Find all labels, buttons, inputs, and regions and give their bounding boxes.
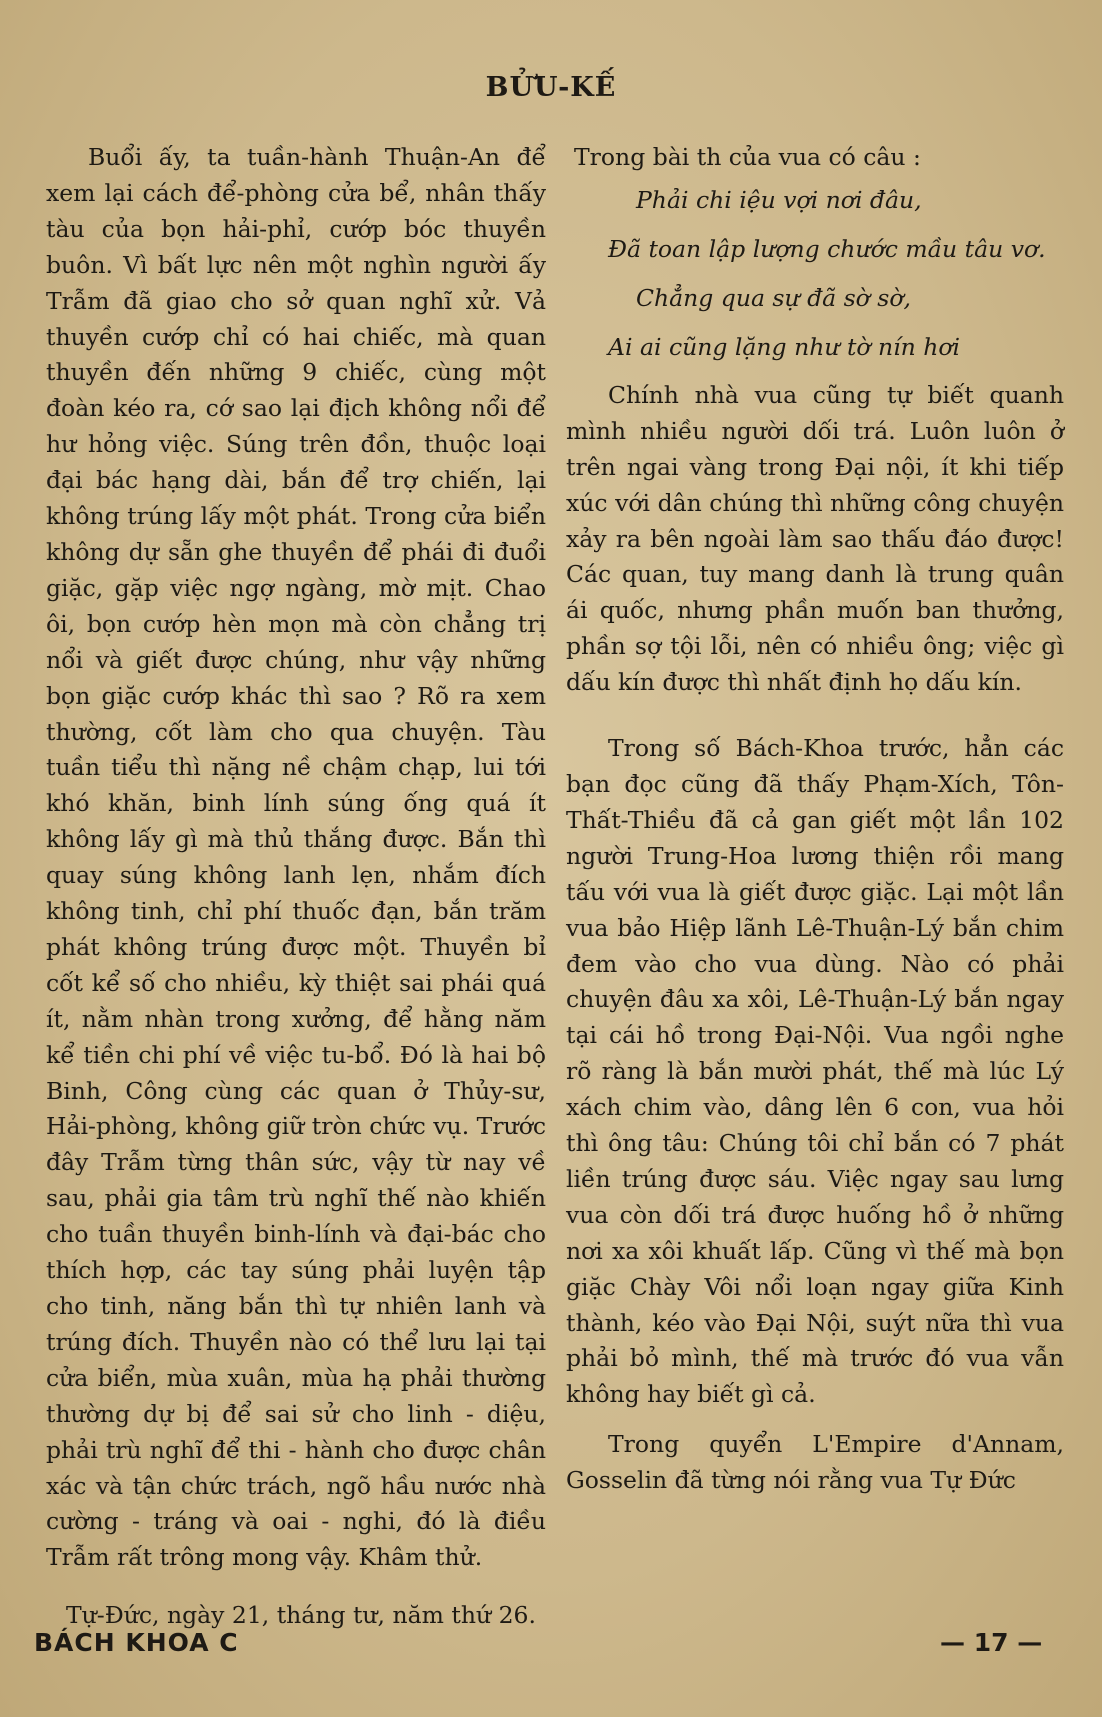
paragraph-3: Trong quyển L'Empire d'Annam, Gosselin đã từng nói rằng vua Tự Đức [566,1430,1064,1495]
page-title: BỬU-KẾ [485,72,617,103]
paragraph-2: Trong số Bách-Khoa trước, hẳn các bạn đọc cũng đã thấy Phạm-Xích, Tôn-Thất-Thiều đã cả gan giết một lần 102 người Trung-Hoa lương thiện rồi mang tấu với vua là giết được giặc. Lại một lần vua bảo Hiệp lãnh Lê-Thuận-Lý bắn chim đem vào cho vua dùng. Nào có phải chuyện đâu xa xôi, Lê-Thuận-Lý bắn ngay tại cái hồ trong Đại-Nội. Vua ngồi nghe rõ ràng là bắn mười phát, thế mà lúc Lý xách chim vào, dâng lên 6 con, vua hỏi thì ông tâu: Chúng tôi chỉ bắn có 7 phát liền trúng được sáu. Việc ngay sau lưng vua còn dối trá được huống hồ ở những nơi xa xôi khuất lấp. Cũng vì thế mà bọn giặc Chày Vôi nổi loạn ngay giữa Kinh thành, kéo vào Đại Nội, suýt nữa thì vua phải bỏ mình, thế mà trước đó vua vẫn không hay biết gì cả. [566,734,1064,1409]
poem-line: Chẳng qua sự đã sờ sờ, [636,283,911,312]
poem-line: Đã toan lập lượng chước mầu tâu vơ. [608,234,1046,263]
left-column [46,140,546,1634]
page-number: — 17 — [940,1628,1043,1657]
publication-name: BÁCH KHOA C [34,1628,239,1657]
poem-line: Phải chi iệu vợi nơi đâu, [636,185,922,214]
poem-intro: Trong bài th của vua có câu : [574,143,921,171]
decree-signature: Tự-Đức, ngày 21, tháng tư, năm thứ 26. [66,1601,536,1630]
decree-paragraph: Buổi ấy, ta tuần-hành Thuận-An để xem lại cách để-phòng cửa bể, nhân thấy tàu của bọn hải-phỉ, cướp bóc thuyền buôn. Vì bất lực nên một nghìn người ấy Trẫm đã giao cho sở quan nghĩ xử. Vả thuyền cướp chỉ có hai chiếc, mà quan thuyền đến những 9 chiếc, cùng một đoàn kéo ra, cớ sao lại địch không nổi để hư hỏng việc. Súng trên đồn, thuộc loại đại bác hạng dài, bắn để trợ chiến, lại không trúng lấy một phát. Trong cửa biển không dự sẵn ghe thuyền để phái đi đuổi giặc, gặp việc ngợ ngàng, mờ mịt. Chao ôi, bọn cướp hèn mọn mà còn chẳng trị nổi và giết được chúng, như vậy những bọn giặc cướp khác thì sao ? Rõ ra xem thường, cốt làm cho qua chuyện. Tàu tuần tiểu thì nặng nề chậm chạp, lui tới khó khăn, binh lính súng ống quá ít không lấy gì mà thủ thắng được. Bắn thì quay súng không lanh lẹn, nhắm đích không tinh, chỉ phí thuốc đạn, bắn trăm phát không trúng được một. Thuyền bỉ cốt kể số cho nhiều, kỳ thiệt sai phái quá ít, nằm nhàn trong xưởng, để hằng năm kể tiền chi phí về việc tu-bổ. Đó là hai bộ Binh, Công cùng các quan ở Thủy-sư, Hải-phòng, không giữ tròn chức vụ. Trước đây Trẫm từng thân sức, vậy từ nay về sau, phải gia tâm trù nghĩ thế nào khiến cho tuần thuyền binh-lính và đại-bác cho thích hợp, các tay súng phải luyện tập cho tinh, năng bắn thì tự nhiên lanh và trúng đích. Thuyền nào có thể lưu lại tại cửa biển, mùa xuân, mùa hạ phải thường thường dự bị để sai sử cho linh - diệu, phải trù nghĩ để thi - hành cho được chân xác và tận chức trách, ngõ hầu nước nhà cường - tráng và oai - nghi, đó là điều Trẫm rất trông mong vậy. Khâm thử. [46,143,546,1572]
right-column [566,140,1064,1499]
poem [566,176,1064,372]
paragraph-1: Chính nhà vua cũng tự biết quanh mình nhiều người dối trá. Luôn luôn ở trên ngai vàng trong Đại nội, ít khi tiếp xúc với dân chúng thì những công chuyện xảy ra bên ngoài làm sao thấu đáo được! Các quan, tuy mang danh là trung quân ái quốc, nhưng phần muốn ban thưởng, phần sợ tội lỗi, nên có nhiều ông; việc gì dấu kín được thì nhất định họ dấu kín. [566,380,1064,697]
poem-line: Ai ai cũng lặng như tờ nín hơi [608,332,961,361]
